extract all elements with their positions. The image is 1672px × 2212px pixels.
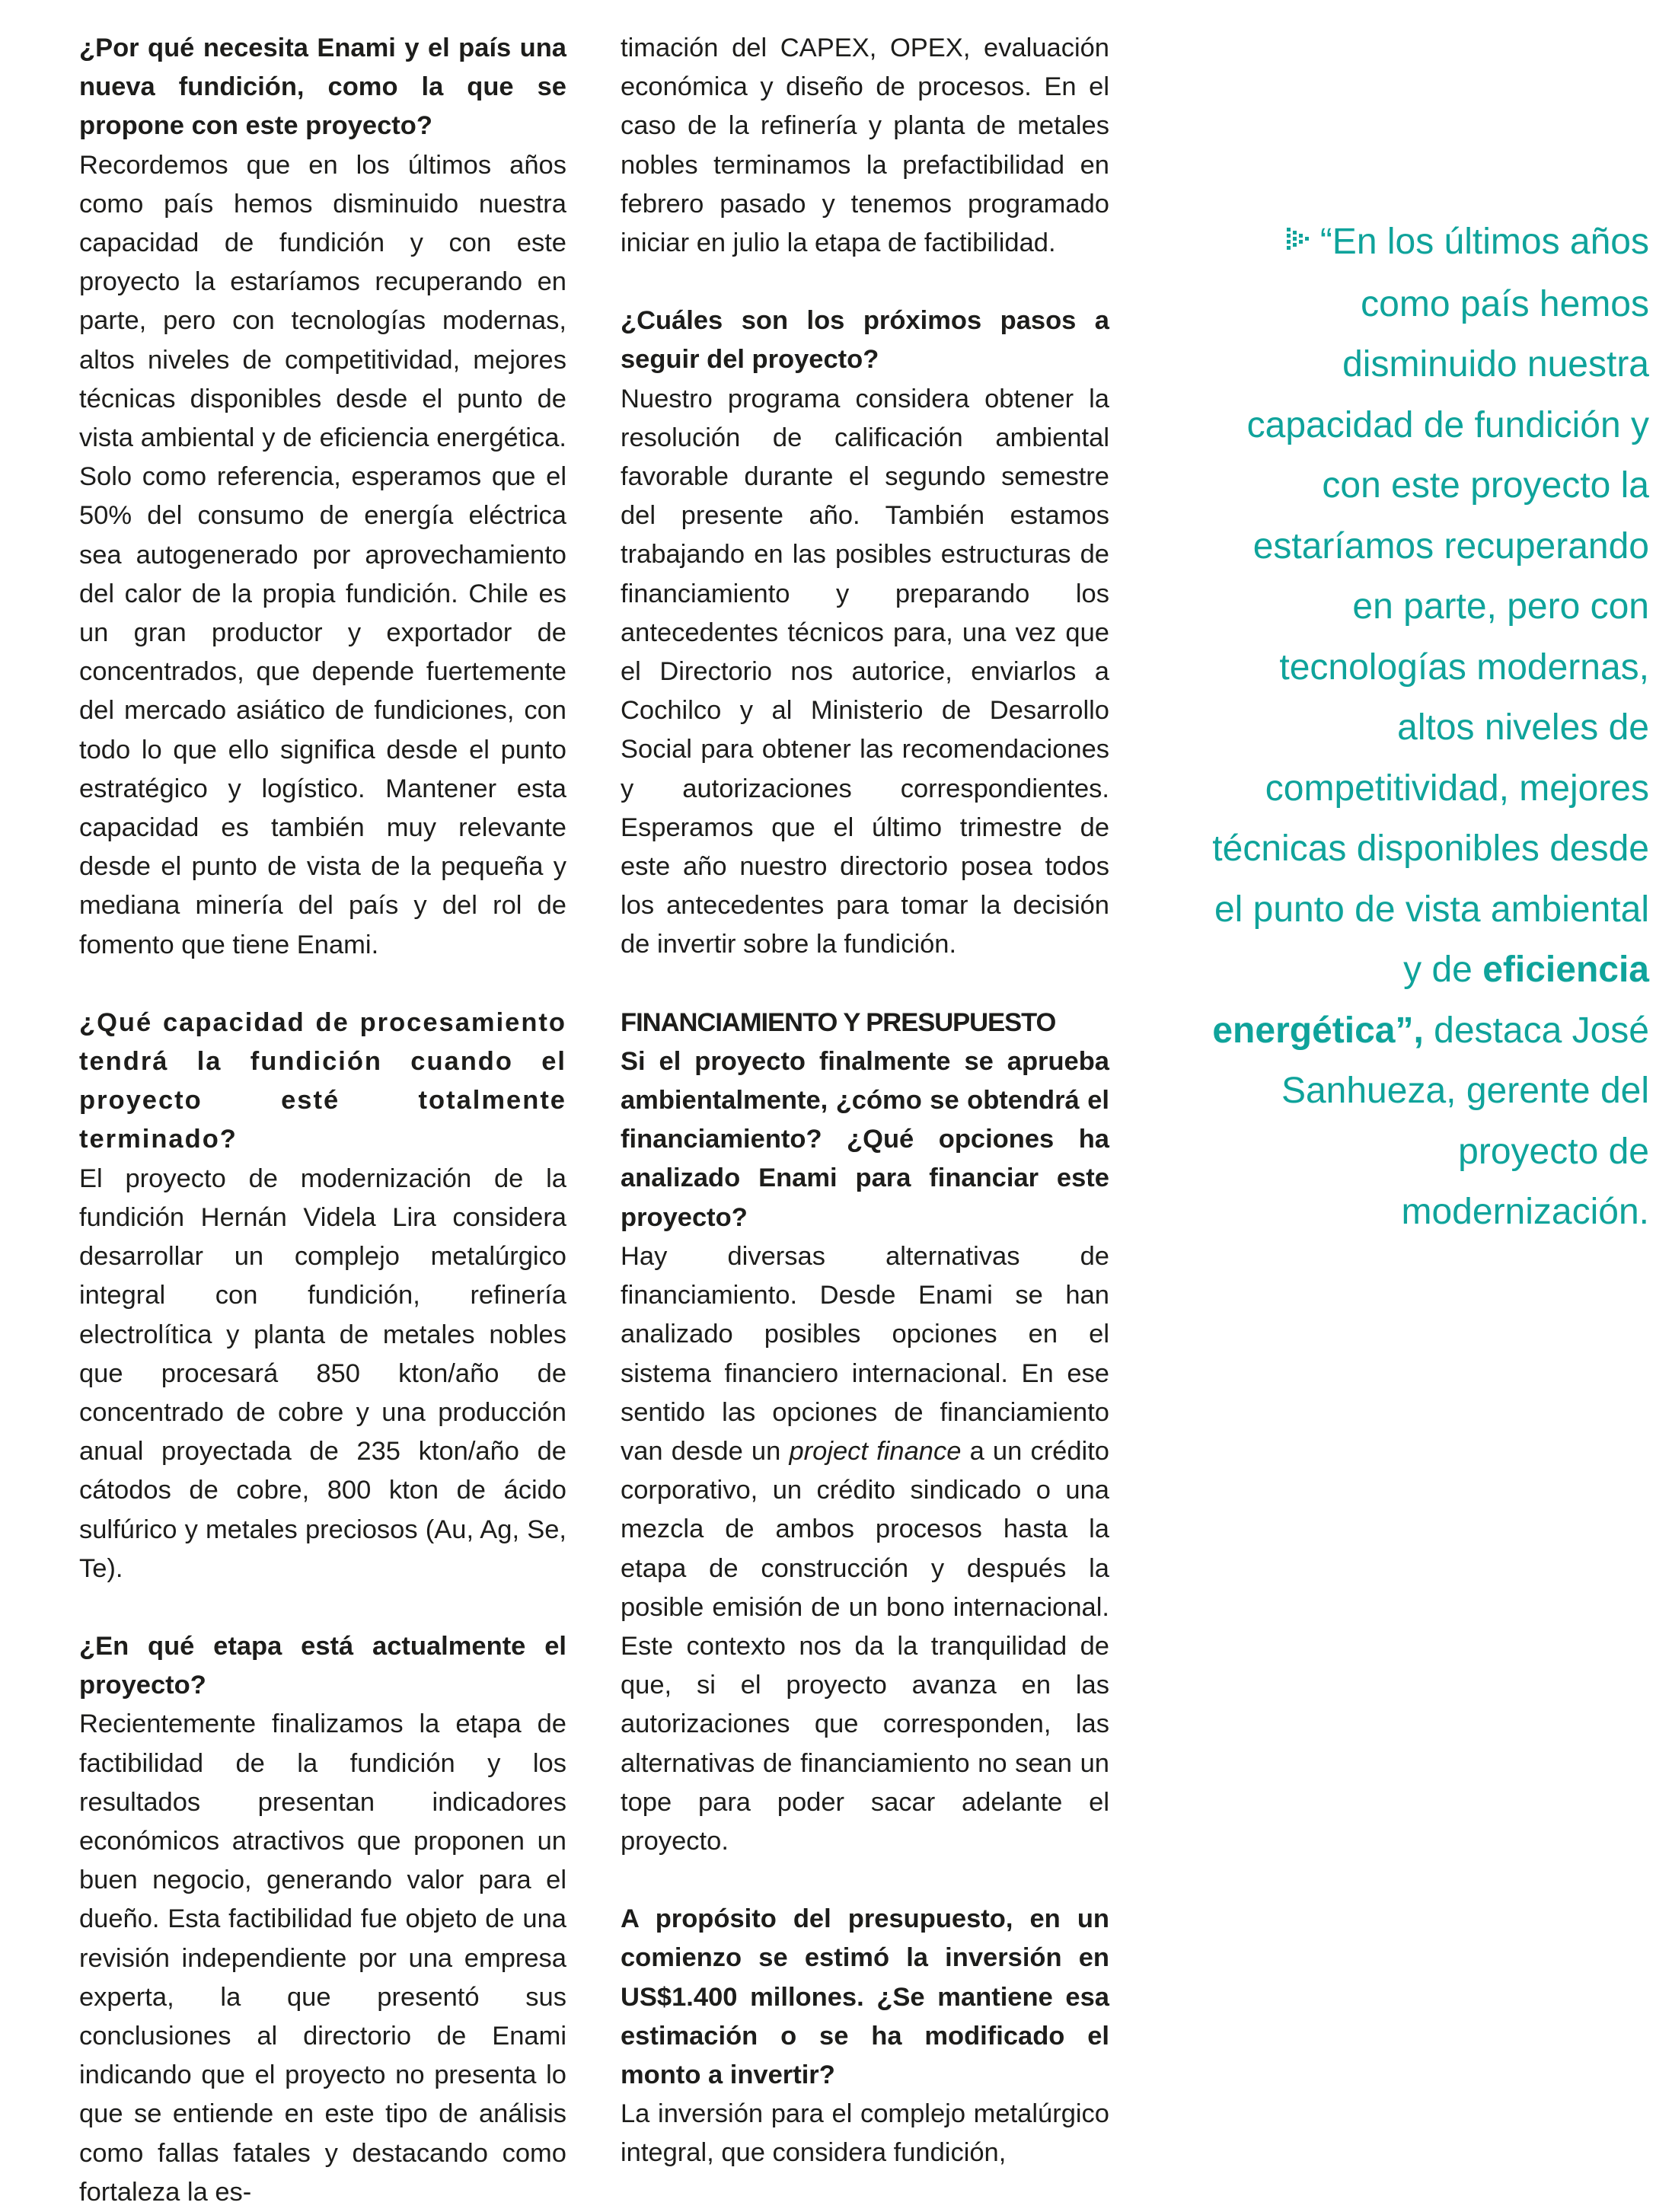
interview-question: Si el proyecto finalmente se aprueba ambientalmente, ¿cómo se obtendrá el financiamiento? ¿Qué opciones ha analizado Enami para financiar este proyecto? [621,1046,1109,1232]
interview-question: ¿Cuáles son los próximos pasos a seguir del proyecto? [621,306,1109,375]
interview-answer: Nuestro programa considera obtener la resolución de calificación ambiental favorable durante el segundo semestre del presente año. También estamos trabajando en las posibles estructuras de financiamiento y preparando los antecedentes técnicos para, una vez que el Directorio nos autorice, enviarlos a Cochilco y al Ministerio de Desarrollo Social para obtener las recomendaciones y autorizaciones correspondientes. Esperamos que el último trimestre de este año nuestro directorio posea todos los antecedentes para tomar la decisión de invertir sobre la fundición. [621,384,1109,959]
italic-term: project finance [789,1436,962,1466]
interview-question: ¿Qué capacidad de procesamiento tendrá la fundición cuando el proyecto esté totalmente terminado? [79,1007,566,1154]
dots-arrow-icon [1284,213,1314,274]
interview-answer: Recordemos que en los últimos años como país hemos disminuido nuestra capacidad de fundición y con este proyecto la estaríamos recuperando en parte, pero con tecnologías modernas, altos niveles de competitividad, mejores técnicas disponibles desde el punto de vista ambiental y de eficiencia energética. Solo como referencia, esperamos que el 50% del consumo de energía eléctrica sea autogenerado por aprovechamiento del calor de la propia fundición. Chile es un gran productor y exportador de concentrados, que depende fuertemente del mercado asiático de fundiciones, con todo lo que ello significa desde el punto estratégico y logístico. Mantener esta capacidad es también muy relevante desde el punto de vista de la pequeña y mediana minería del país y del rol de fomento que tiene Enami. [79,150,566,959]
interview-answer-continued: timación del CAPEX, OPEX, evaluación económica y diseño de procesos. En el caso de la refinería y planta de metales nobles terminamos la prefactibilidad en febrero pasado y tenemos programado iniciar en julio la etapa de factibilidad. [621,34,1109,258]
section-heading: FINANCIAMIENTO Y PRESUPUESTO [621,1007,1056,1037]
article-column-2 [621,29,1109,2173]
interview-question: ¿Por qué necesita Enami y el país una nueva fundición, como la que se propone con este proyecto? [79,34,566,141]
interview-answer: Hay diversas alternativas de financiamiento. Desde Enami se han analizado posibles opciones en el sistema financiero internacional. En ese sentido las opciones de financiamiento van desde un project finance a un crédito corporativo, un crédito sindicado o una mezcla de ambos procesos hasta la etapa de construcción y después la posible emisión de un bono internacional. Este contexto nos da la tranquilidad de que, si el proyecto avanza en las autorizaciones que corresponden, las alternativas de financiamiento no sean un tope para poder sacar adelante el proyecto. [621,1241,1109,1856]
pull-quote-emphasis: eficiencia energética”, [1212,950,1649,1051]
interview-answer: La inversión para el complejo metalúrgico integral, que considera fundición, [621,2099,1109,2168]
interview-answer: El proyecto de modernización de la fundición Hernán Videla Lira considera desarrollar un complejo metalúrgico integral con fundición, refinería electrolítica y planta de metales nobles que procesará 850 kton/año de concentrado de cobre y una producción anual proyectada de 235 kton/año de cátodos de cobre, 800 kton de ácido sulfúrico y metales preciosos (Au, Ag, Se, Te). [79,1163,566,1583]
interview-question: A propósito del presupuesto, en un comienzo se estimó la inversión en US$1.400 millones. ¿Se mantiene esa estimación o se ha modificado el monto a invertir? [621,1904,1109,2089]
interview-question: ¿En qué etapa está actualmente el proyecto? [79,1631,566,1700]
pull-quote-attribution: destaca José Sanhueza, gerente del proyecto de modernización. [1281,1010,1649,1232]
pull-quote [1211,212,1649,1243]
article-column-1 [79,29,566,2212]
pull-quote-text: “En los últimos años como país hemos disminuido nuestra capacidad de fundición y con este proyecto la estaríamos recuperando en parte, pero con tecnologías modernas, altos niveles de competitividad, mejores técnicas disponibles desde el punto de vista ambiental y de [1212,222,1649,990]
interview-answer: Recientemente finalizamos la etapa de factibilidad de la fundición y los resultados presentan indicadores económicos atractivos que proponen un buen negocio, generando valor para el dueño. Esta factibilidad fue objeto de una revisión independiente por una empresa experta, la que presentó sus conclusiones al directorio de Enami indicando que el proyecto no presenta lo que se entiende en este tipo de análisis como fallas fatales y destacando como fortaleza la es- [79,1709,566,2207]
